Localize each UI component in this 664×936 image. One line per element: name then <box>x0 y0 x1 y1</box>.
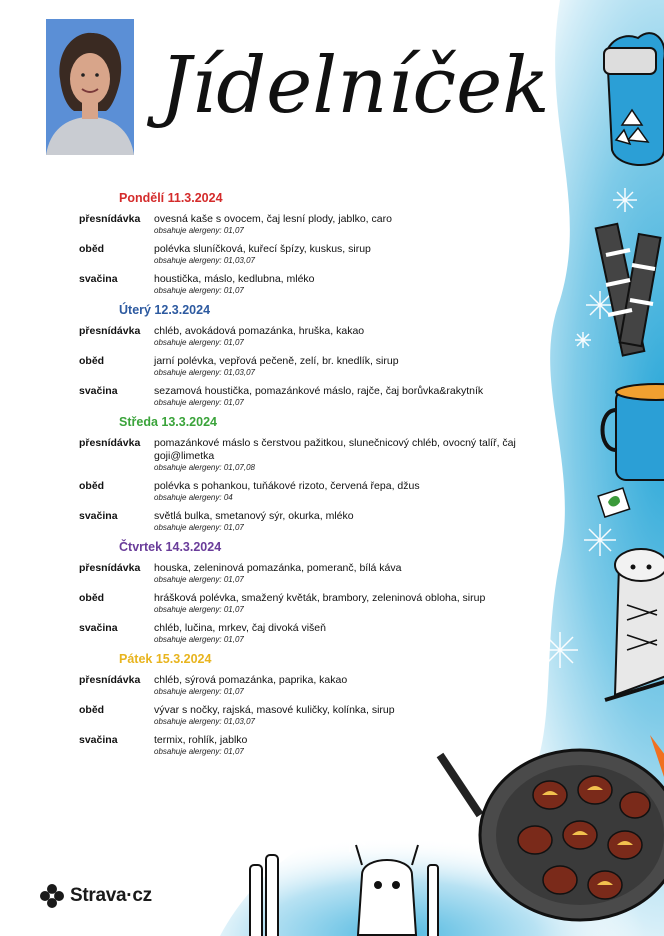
meal-label: oběd <box>79 704 105 716</box>
meal-text: houstička, máslo, kedlubna, mléko <box>154 273 315 285</box>
day-section <box>79 191 559 296</box>
meal-allergens: obsahuje alergeny: 01,07 <box>154 398 244 407</box>
meal-row <box>79 325 559 348</box>
strava-logo <box>40 884 152 908</box>
meal-row <box>79 385 559 408</box>
meal-body <box>154 734 554 757</box>
meal-text: vývar s nočky, rajská, masové kuličky, kolínka, sirup <box>154 704 395 716</box>
meal-body <box>154 480 554 503</box>
day-title: Středa 13.3.2024 <box>119 415 217 429</box>
day-section <box>79 540 559 645</box>
day-title: Úterý 12.3.2024 <box>119 303 211 317</box>
meal-allergens: obsahuje alergeny: 01,07,08 <box>154 463 255 472</box>
meal-text: termix, rohlík, jablko <box>154 734 248 746</box>
meal-text: chléb, lučina, mrkev, čaj divoká višeň <box>154 622 326 634</box>
meal-label: oběd <box>79 355 105 367</box>
meal-text: chléb, avokádová pomazánka, hruška, kakao <box>154 325 365 337</box>
meal-body <box>154 704 554 727</box>
meal-row <box>79 243 559 266</box>
meal-row <box>79 734 559 757</box>
meal-row <box>79 355 559 378</box>
logo-text: Strava·cz <box>70 885 152 906</box>
meal-label: přesnídávka <box>79 562 141 574</box>
meal-text: houska, zeleninová pomazánka, pomeranč, bílá káva <box>154 562 402 574</box>
meal-label: svačina <box>79 273 118 285</box>
meal-body <box>154 355 554 378</box>
meal-text: sezamová houstička, pomazánkové máslo, rajče, čaj borůvka&rakytník <box>154 385 484 397</box>
teacher-photo <box>46 19 134 155</box>
meal-allergens: obsahuje alergeny: 01,03,07 <box>154 256 255 265</box>
day-title: Čtvrtek 14.3.2024 <box>119 540 222 554</box>
meal-text: hrášková polévka, smažený květák, brambory, zeleninová obloha, sirup <box>154 592 486 604</box>
meal-label: přesnídávka <box>79 213 141 225</box>
meal-body <box>154 243 554 266</box>
meal-body <box>154 437 554 473</box>
meal-body <box>154 385 554 408</box>
meal-label: přesnídávka <box>79 325 141 337</box>
meal-row <box>79 622 559 645</box>
meal-label: oběd <box>79 592 105 604</box>
meal-label: oběd <box>79 480 105 492</box>
meal-label: přesnídávka <box>79 674 141 686</box>
day-title: Pátek 15.3.2024 <box>119 652 212 666</box>
portrait-image <box>46 19 134 155</box>
meal-allergens: obsahuje alergeny: 01,07 <box>154 575 244 584</box>
meal-label: svačina <box>79 385 118 397</box>
flower-icon <box>40 884 64 908</box>
meal-row <box>79 480 559 503</box>
meal-row <box>79 562 559 585</box>
meal-row <box>79 510 559 533</box>
meal-label: svačina <box>79 734 118 746</box>
meal-allergens: obsahuje alergeny: 01,07 <box>154 747 244 756</box>
meal-text: polévka sluníčková, kuřecí špízy, kuskus, sirup <box>154 243 371 255</box>
meal-label: přesnídávka <box>79 437 141 449</box>
handwritten-title <box>160 12 550 142</box>
page-title <box>160 12 550 142</box>
meal-row <box>79 704 559 727</box>
meal-allergens: obsahuje alergeny: 01,07 <box>154 286 244 295</box>
meal-body <box>154 510 554 533</box>
meal-row <box>79 273 559 296</box>
meal-allergens: obsahuje alergeny: 01,07 <box>154 635 244 644</box>
meal-text: polévka s pohankou, tuňákové rizoto, červená řepa, džus <box>154 480 420 492</box>
meal-label: svačina <box>79 622 118 634</box>
meal-body <box>154 592 554 615</box>
meal-body <box>154 562 554 585</box>
meal-body <box>154 273 554 296</box>
meal-body <box>154 622 554 645</box>
day-section <box>79 652 559 757</box>
meal-allergens: obsahuje alergeny: 01,03,07 <box>154 368 255 377</box>
meal-allergens: obsahuje alergeny: 01,03,07 <box>154 717 255 726</box>
meal-allergens: obsahuje alergeny: 04 <box>154 493 233 502</box>
meal-allergens: obsahuje alergeny: 01,07 <box>154 605 244 614</box>
meal-label: svačina <box>79 510 118 522</box>
day-title: Pondělí 11.3.2024 <box>119 191 223 205</box>
meal-allergens: obsahuje alergeny: 01,07 <box>154 523 244 532</box>
meal-label: oběd <box>79 243 105 255</box>
meal-allergens: obsahuje alergeny: 01,07 <box>154 226 244 235</box>
meal-row <box>79 213 559 236</box>
meal-text: chléb, sýrová pomazánka, paprika, kakao <box>154 674 348 686</box>
meal-text: světlá bulka, smetanový sýr, okurka, mléko <box>154 510 354 522</box>
meal-text: pomazánkové máslo s čerstvou pažitkou, slunečnicový chléb, ovocný talíř, čaj goji@limetka <box>154 437 516 462</box>
title-text: Jídelníček <box>160 41 550 131</box>
weekly-menu <box>79 191 559 764</box>
meal-body <box>154 213 554 236</box>
meal-row <box>79 437 559 473</box>
meal-body <box>154 325 554 348</box>
meal-body <box>154 674 554 697</box>
meal-text: jarní polévka, vepřová pečeně, zelí, br. knedlík, sirup <box>154 355 399 367</box>
meal-text: ovesná kaše s ovocem, čaj lesní plody, jablko, caro <box>154 213 392 225</box>
day-section <box>79 415 559 533</box>
meal-row <box>79 592 559 615</box>
meal-allergens: obsahuje alergeny: 01,07 <box>154 338 244 347</box>
meal-row <box>79 674 559 697</box>
meal-allergens: obsahuje alergeny: 01,07 <box>154 687 244 696</box>
day-section <box>79 303 559 408</box>
